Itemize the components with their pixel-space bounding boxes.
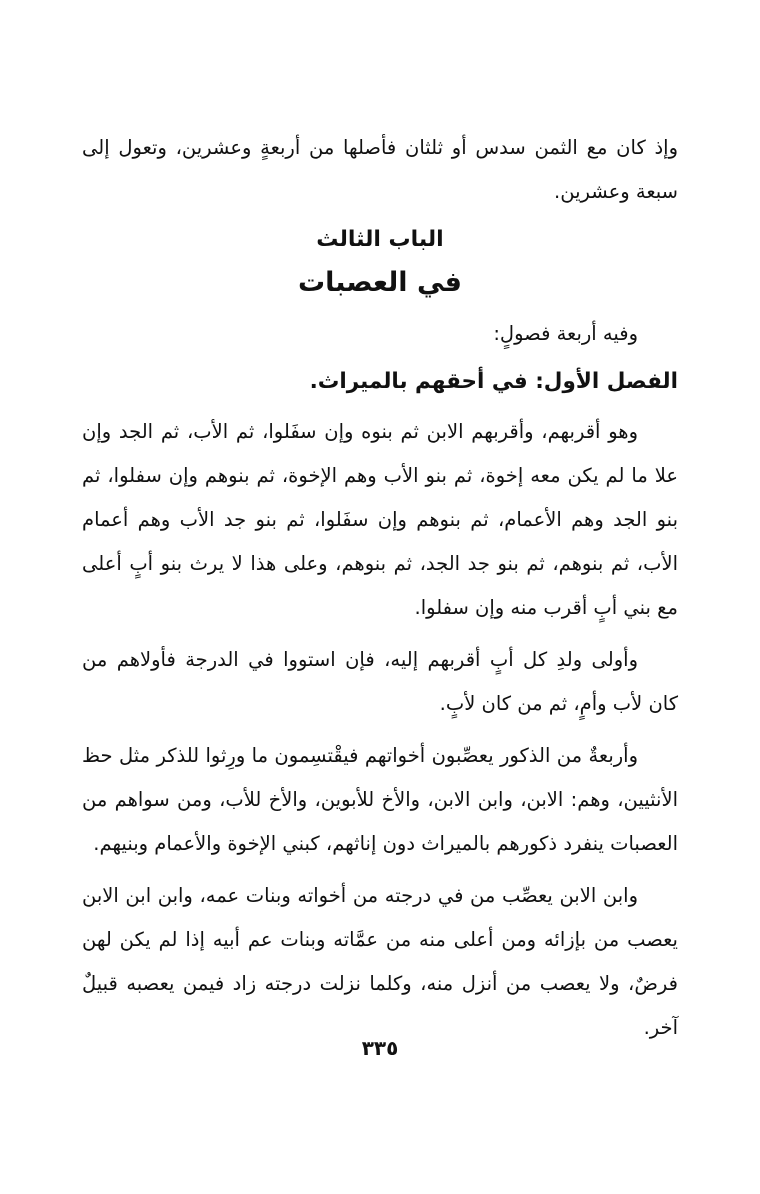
body-paragraph-3: وأربعةٌ من الذكور يعصِّبون أخواتهم فيقْتسِمون ما ورِثوا للذكر مثل حظ الأنثيين، وهم: الابن، وابن الابن، والأخ للأبوين، والأخ للأب، ومن سواهم من العصبات ينفرد ذكورهم بالميراث دون إناثهم، كبني الإخوة والأعمام وبنيهم. bbox=[82, 744, 678, 855]
intro-paragraph: وإذ كان مع الثمن سدس أو ثلثان فأصلها من أربعةٍ وعشرين، وتعول إلى سبعة وعشرين. bbox=[82, 136, 678, 203]
chapter-subtitle: في العصبات bbox=[298, 267, 462, 298]
lead-in-text: وفيه أربعة فصولٍ: bbox=[493, 322, 638, 345]
body-paragraph-1: وهو أقربهم، وأقربهم الابن ثم بنوه وإن سفَلوا، ثم الأب، ثم الجد وإن علا ما لم يكن معه إخوة، ثم بنو الأب وهم الإخوة، ثم بنوهم وإن سفلوا، ثم بنو الجد وهم الأعمام، ثم بنوهم وإن سفَلوا، ثم بنو جد الأب وهم أعمام الأب، ثم بنوهم، ثم بنو جد الجد، ثم بنوهم، وعلى هذا لا يرث بنو أبٍ أعلى مع بني أبٍ أقرب منه وإن سفلوا. bbox=[82, 420, 678, 619]
page-number: ٣٣٥ bbox=[361, 1036, 399, 1060]
chapter-title: الباب الثالث bbox=[316, 227, 444, 252]
body-paragraph-4: وابن الابن يعصِّب من في درجته من أخواته وبنات عمه، وابن ابن الابن يعصب من بإزائه ومن أعلى منه من عمَّاته وبنات عم أبيه إذا لم يكن لهن فرضٌ، ولا يعصب من أنزل منه، وكلما نزلت درجته زاد فيمن يعصبه قبيلٌ آخر. bbox=[82, 884, 678, 1039]
section-heading: الفصل الأول: في أحقهم بالميراث. bbox=[309, 369, 678, 394]
body-paragraph-2: وأولى ولدِ كل أبٍ أقربهم إليه، فإن استووا في الدرجة فأولاهم من كان لأب وأمٍ، ثم من كان لأبٍ. bbox=[82, 648, 678, 715]
